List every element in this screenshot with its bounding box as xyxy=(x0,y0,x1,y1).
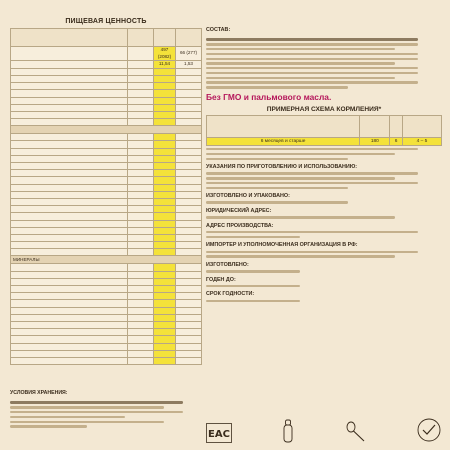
footer-icons xyxy=(206,409,442,443)
nutrient-unit xyxy=(128,329,154,336)
nutrient-name xyxy=(11,300,128,307)
nutrient-unit xyxy=(128,213,154,220)
nutrient-unit xyxy=(128,68,154,75)
nutrient-unit xyxy=(128,357,154,364)
nutrition-table-body xyxy=(11,47,202,365)
nutrient-value-per-100g xyxy=(154,329,176,336)
nutrient-value-per-100g xyxy=(154,343,176,350)
scheme-col-water xyxy=(360,115,390,137)
scheme-footnote-line xyxy=(206,158,348,160)
feeding-scheme-row xyxy=(207,137,442,145)
nutrient-name xyxy=(11,314,128,321)
nutrient-value-per-100ml xyxy=(176,206,202,213)
composition-text-line xyxy=(206,77,395,79)
nutrient-value-per-100g xyxy=(154,119,176,126)
nutrition-row xyxy=(11,47,202,61)
info-section xyxy=(206,164,442,189)
nutrient-name xyxy=(11,343,128,350)
nutrient-name xyxy=(11,213,128,220)
info-section-title: СРОК ГОДНОСТИ: xyxy=(206,291,255,298)
nutrient-name xyxy=(11,170,128,177)
nutrient-value-per-100ml xyxy=(176,83,202,90)
nutrient-unit xyxy=(128,134,154,141)
bottle-icon-block xyxy=(280,419,296,443)
nutrition-row xyxy=(11,213,202,220)
nutrition-row xyxy=(11,300,202,307)
nutrient-name xyxy=(11,119,128,126)
nutrient-value-per-100ml xyxy=(176,90,202,97)
nutrient-value-per-100ml xyxy=(176,220,202,227)
info-section-title: ЮРИДИЧЕСКИЙ АДРЕС: xyxy=(206,207,272,214)
storage-text-line xyxy=(10,425,87,427)
nutrient-value-per-100ml xyxy=(176,278,202,285)
nutrient-value-per-100g xyxy=(154,286,176,293)
nutrient-value-per-100g xyxy=(154,191,176,198)
nutrient-name xyxy=(11,163,128,170)
nutrient-value-per-100ml xyxy=(176,300,202,307)
nutrient-unit xyxy=(128,314,154,321)
nutrient-value-per-100g xyxy=(154,104,176,111)
seal-icon-block xyxy=(416,417,442,443)
nutrition-header-nutrient xyxy=(11,29,128,47)
nutrient-value-per-100ml xyxy=(176,264,202,271)
nutrient-value-per-100ml xyxy=(176,336,202,343)
nutrient-value-per-100ml xyxy=(176,357,202,364)
nutrient-unit xyxy=(128,242,154,249)
nutrition-row xyxy=(11,336,202,343)
info-section-title: АДРЕС ПРОИЗВОДСТВА: xyxy=(206,222,274,229)
nutrition-table xyxy=(10,28,202,365)
nutrient-unit xyxy=(128,184,154,191)
nutrient-value-per-100g xyxy=(154,264,176,271)
nutrient-unit xyxy=(128,148,154,155)
nutrient-value-per-100g xyxy=(154,141,176,148)
info-section xyxy=(206,277,442,288)
composition-text-line xyxy=(206,38,418,40)
info-section xyxy=(206,291,442,302)
nutrient-value-per-100ml xyxy=(176,148,202,155)
nutrient-value-per-100ml xyxy=(176,170,202,177)
nutrient-unit xyxy=(128,61,154,69)
nutrition-row xyxy=(11,314,202,321)
nutrient-unit xyxy=(128,227,154,234)
composition-text-line xyxy=(206,67,418,69)
nutrition-row xyxy=(11,148,202,155)
nutrient-value-per-100g xyxy=(154,206,176,213)
storage-label: УСЛОВИЯ ХРАНЕНИЯ: xyxy=(10,390,68,396)
info-section-title: ИЗГОТОВЛЕНО И УПАКОВАНО: xyxy=(206,193,290,200)
nutrition-row xyxy=(11,141,202,148)
nutrient-unit xyxy=(128,307,154,314)
nutrient-unit xyxy=(128,300,154,307)
nutrient-unit xyxy=(128,97,154,104)
composition-text-line xyxy=(206,48,395,50)
nutrient-value-per-100ml xyxy=(176,314,202,321)
composition-text-line xyxy=(206,58,418,60)
nutrition-row xyxy=(11,329,202,336)
nutrient-unit xyxy=(128,177,154,184)
nutrient-value-per-100ml xyxy=(176,343,202,350)
info-section-title: УКАЗАНИЯ ПО ПРИГОТОВЛЕНИЮ И ИСПОЛЬЗОВАНИЮ: xyxy=(206,163,358,170)
nutrient-name xyxy=(11,249,128,256)
nutrient-value-per-100ml xyxy=(176,213,202,220)
nutrition-row xyxy=(11,206,202,213)
nutrition-row xyxy=(11,357,202,364)
nutrient-unit xyxy=(128,141,154,148)
nutrient-unit xyxy=(128,234,154,241)
nutrition-row xyxy=(11,198,202,205)
nutrient-name xyxy=(11,148,128,155)
scheme-col-spoons xyxy=(390,115,402,137)
nutrient-value-per-100ml xyxy=(176,307,202,314)
scheme-footnote-line xyxy=(206,148,418,150)
nutrient-name xyxy=(11,75,128,82)
nutrient-value-per-100g xyxy=(154,170,176,177)
info-section-line xyxy=(206,270,300,272)
nutrient-name xyxy=(11,293,128,300)
nutrient-value-per-100ml xyxy=(176,198,202,205)
nutrient-name xyxy=(11,97,128,104)
storage-conditions xyxy=(10,381,202,430)
gmo-free-notice: Без ГМО и пальмового масла. xyxy=(206,91,332,102)
nutrient-name xyxy=(11,184,128,191)
nutrient-unit xyxy=(128,111,154,118)
nutrient-unit xyxy=(128,90,154,97)
nutrient-value-per-100g xyxy=(154,227,176,234)
nutrient-value-per-100ml xyxy=(176,293,202,300)
info-sections xyxy=(206,164,442,302)
composition-text-line xyxy=(206,53,418,55)
nutrition-row xyxy=(11,83,202,90)
nutrient-value-per-100g xyxy=(154,249,176,256)
nutrient-value-per-100ml xyxy=(176,75,202,82)
info-section-line xyxy=(206,177,395,179)
nutrient-value-per-100ml xyxy=(176,329,202,336)
nutrient-name xyxy=(11,307,128,314)
nutrient-value-per-100ml xyxy=(176,134,202,141)
info-section-line xyxy=(206,187,348,189)
nutrient-value-per-100ml: 66 (277) xyxy=(176,47,202,61)
nutrient-value-per-100g xyxy=(154,300,176,307)
scheme-footnote-line xyxy=(206,153,395,155)
info-section-line xyxy=(206,216,395,218)
nutrient-name xyxy=(11,321,128,328)
nutrient-name xyxy=(11,141,128,148)
nutrient-name xyxy=(11,177,128,184)
spoon-icon xyxy=(344,419,368,443)
nutrition-row xyxy=(11,286,202,293)
nutrient-unit xyxy=(128,343,154,350)
nutrition-row xyxy=(11,271,202,278)
info-section-title: ГОДЕН ДО: xyxy=(206,276,236,283)
nutrient-value-per-100ml xyxy=(176,191,202,198)
nutrition-title: ПИЩЕВАЯ ЦЕННОСТЬ xyxy=(65,18,147,25)
nutrient-value-per-100g xyxy=(154,242,176,249)
feeding-scheme-header xyxy=(207,115,442,137)
nutrition-header-per100ml xyxy=(176,29,202,47)
scheme-feeds: 4 – 5 xyxy=(402,137,441,145)
nutrient-value-per-100ml xyxy=(176,141,202,148)
nutrient-name xyxy=(11,155,128,162)
nutrition-section-label: МИНЕРАЛЫ xyxy=(11,256,202,264)
nutrient-unit xyxy=(128,155,154,162)
nutrient-name xyxy=(11,90,128,97)
nutrient-value-per-100g xyxy=(154,134,176,141)
nutrition-row xyxy=(11,278,202,285)
info-section-line xyxy=(206,285,300,287)
composition-text-line xyxy=(206,43,418,45)
spoon-icon-block xyxy=(344,419,368,443)
nutrition-section-label xyxy=(11,126,202,134)
nutrition-row xyxy=(11,249,202,256)
nutrient-value-per-100ml xyxy=(176,155,202,162)
info-section xyxy=(206,223,442,239)
scheme-col-feeds xyxy=(402,115,441,137)
nutrient-name xyxy=(11,83,128,90)
nutrition-row xyxy=(11,104,202,111)
nutrient-name xyxy=(11,191,128,198)
nutrient-name xyxy=(11,61,128,69)
nutrition-row xyxy=(11,242,202,249)
nutrient-unit xyxy=(128,220,154,227)
nutrient-unit xyxy=(128,198,154,205)
nutrient-value-per-100g xyxy=(154,314,176,321)
nutrient-value-per-100g xyxy=(154,198,176,205)
nutrient-name xyxy=(11,350,128,357)
nutrient-unit xyxy=(128,206,154,213)
nutrient-unit xyxy=(128,286,154,293)
composition-label: СОСТАВ: xyxy=(206,27,231,33)
eac-mark xyxy=(206,423,232,443)
nutrient-value-per-100g: 497 (2082) xyxy=(154,47,176,61)
nutrient-value-per-100g xyxy=(154,111,176,118)
nutrient-value-per-100ml xyxy=(176,234,202,241)
nutrition-row xyxy=(11,119,202,126)
nutrition-header-per100g xyxy=(154,29,176,47)
nutrition-section-row xyxy=(11,256,202,264)
nutrient-name xyxy=(11,271,128,278)
nutrient-unit xyxy=(128,271,154,278)
nutrient-name xyxy=(11,242,128,249)
nutrition-section-row xyxy=(11,126,202,134)
nutrition-row xyxy=(11,155,202,162)
storage-text-line xyxy=(10,401,183,403)
nutrition-row xyxy=(11,191,202,198)
nutrient-value-per-100ml: 1,53 xyxy=(176,61,202,69)
nutrient-value-per-100g xyxy=(154,97,176,104)
nutrient-unit xyxy=(128,163,154,170)
info-section-line xyxy=(206,251,418,253)
nutrient-value-per-100g xyxy=(154,163,176,170)
nutrient-name xyxy=(11,286,128,293)
nutrient-name xyxy=(11,336,128,343)
nutrition-row xyxy=(11,343,202,350)
nutrient-name xyxy=(11,357,128,364)
info-section-line xyxy=(206,201,348,203)
nutrition-row xyxy=(11,234,202,241)
nutrient-name xyxy=(11,264,128,271)
nutrition-row xyxy=(11,68,202,75)
feeding-scheme-title: ПРИМЕРНАЯ СХЕМА КОРМЛЕНИЯ* xyxy=(266,105,382,113)
nutrient-value-per-100ml xyxy=(176,97,202,104)
info-section xyxy=(206,242,442,258)
nutrient-value-per-100g: 11,54 xyxy=(154,61,176,69)
info-section xyxy=(206,208,442,219)
nutrition-row xyxy=(11,61,202,69)
nutrition-row xyxy=(11,90,202,97)
nutrient-value-per-100ml xyxy=(176,68,202,75)
nutrient-value-per-100g xyxy=(154,213,176,220)
nutrient-name xyxy=(11,47,128,61)
nutrient-unit xyxy=(128,264,154,271)
nutrient-value-per-100g xyxy=(154,271,176,278)
eac-icon xyxy=(206,423,232,443)
nutrient-name xyxy=(11,220,128,227)
nutrient-value-per-100g xyxy=(154,90,176,97)
nutrient-value-per-100ml xyxy=(176,271,202,278)
info-section xyxy=(206,193,442,204)
nutrient-value-per-100ml xyxy=(176,163,202,170)
scheme-water: 180 xyxy=(360,137,390,145)
composition-text-line xyxy=(206,86,348,88)
nutrient-value-per-100g xyxy=(154,68,176,75)
storage-text-line xyxy=(10,406,164,408)
nutrition-row xyxy=(11,97,202,104)
nutrient-value-per-100g xyxy=(154,83,176,90)
nutrient-value-per-100ml xyxy=(176,184,202,191)
nutrient-value-per-100ml xyxy=(176,321,202,328)
nutrient-unit xyxy=(128,336,154,343)
nutrient-value-per-100g xyxy=(154,220,176,227)
nutrient-unit xyxy=(128,249,154,256)
nutrient-value-per-100g xyxy=(154,184,176,191)
nutrient-unit xyxy=(128,170,154,177)
nutrient-value-per-100g xyxy=(154,357,176,364)
nutrient-unit xyxy=(128,321,154,328)
nutrient-unit xyxy=(128,47,154,61)
nutrient-unit xyxy=(128,75,154,82)
nutrient-unit xyxy=(128,191,154,198)
composition-text-line xyxy=(206,72,418,74)
nutrition-row xyxy=(11,307,202,314)
info-section-title: ИМПОРТЕР И УПОЛНОМОЧЕННАЯ ОРГАНИЗАЦИЯ В РФ: xyxy=(206,242,358,249)
nutrient-value-per-100g xyxy=(154,307,176,314)
nutrient-value-per-100ml xyxy=(176,227,202,234)
seal-icon xyxy=(416,417,442,443)
nutrient-value-per-100g xyxy=(154,155,176,162)
nutrient-name xyxy=(11,111,128,118)
nutrient-value-per-100ml xyxy=(176,104,202,111)
nutrient-value-per-100g xyxy=(154,148,176,155)
nutrition-row xyxy=(11,264,202,271)
nutrition-header-unit xyxy=(128,29,154,47)
composition-text-line xyxy=(206,81,418,83)
nutrition-column xyxy=(10,18,202,365)
nutrient-value-per-100ml xyxy=(176,111,202,118)
nutrition-row xyxy=(11,293,202,300)
nutrition-row xyxy=(11,220,202,227)
svg-text:EAC: EAC xyxy=(208,429,230,440)
info-section-line xyxy=(206,300,300,302)
bottle-icon xyxy=(280,419,296,443)
info-section-line xyxy=(206,255,395,257)
nutrient-value-per-100ml xyxy=(176,177,202,184)
info-section-line xyxy=(206,236,300,238)
nutrition-row xyxy=(11,184,202,191)
nutrient-name xyxy=(11,134,128,141)
nutrient-unit xyxy=(128,293,154,300)
nutrient-name xyxy=(11,104,128,111)
nutrition-row xyxy=(11,134,202,141)
nutrient-name xyxy=(11,68,128,75)
nutrition-row xyxy=(11,111,202,118)
nutrition-row xyxy=(11,227,202,234)
info-section-line xyxy=(206,172,418,174)
nutrient-unit xyxy=(128,83,154,90)
nutrient-value-per-100g xyxy=(154,336,176,343)
nutrient-unit xyxy=(128,278,154,285)
nutrition-row xyxy=(11,350,202,357)
nutrient-unit xyxy=(128,350,154,357)
nutrient-value-per-100g xyxy=(154,293,176,300)
storage-text-line xyxy=(10,416,125,418)
nutrient-value-per-100g xyxy=(154,75,176,82)
nutrition-header-row xyxy=(11,29,202,47)
nutrient-value-per-100ml xyxy=(176,119,202,126)
storage-text-line xyxy=(10,421,164,423)
feeding-scheme-table xyxy=(206,115,442,146)
nutrient-name xyxy=(11,198,128,205)
info-section-title: ИЗГОТОВЛЕНО: xyxy=(206,261,249,268)
nutrition-row xyxy=(11,321,202,328)
info-column xyxy=(206,18,442,304)
nutrition-row xyxy=(11,75,202,82)
storage-text-line xyxy=(10,411,183,413)
info-section-line xyxy=(206,231,418,233)
nutrient-value-per-100g xyxy=(154,321,176,328)
nutrient-value-per-100ml xyxy=(176,242,202,249)
nutrient-value-per-100g xyxy=(154,234,176,241)
scheme-col-age xyxy=(207,115,360,137)
nutrient-value-per-100g xyxy=(154,350,176,357)
nutrition-row xyxy=(11,177,202,184)
nutrient-unit xyxy=(128,104,154,111)
nutrient-unit xyxy=(128,119,154,126)
composition-block xyxy=(206,18,442,89)
nutrient-name xyxy=(11,234,128,241)
nutrient-name xyxy=(11,278,128,285)
nutrient-name xyxy=(11,227,128,234)
nutrient-name xyxy=(11,329,128,336)
nutrition-row xyxy=(11,163,202,170)
nutrient-name xyxy=(11,206,128,213)
composition-text-line xyxy=(206,62,395,64)
info-section xyxy=(206,262,442,273)
nutrient-value-per-100ml xyxy=(176,350,202,357)
scheme-age: 6 месяцев и старше xyxy=(207,137,360,145)
scheme-spoons: 6 xyxy=(390,137,402,145)
nutrient-value-per-100g xyxy=(154,177,176,184)
nutrition-row xyxy=(11,170,202,177)
nutrient-value-per-100g xyxy=(154,278,176,285)
nutrient-value-per-100ml xyxy=(176,286,202,293)
info-section-line xyxy=(206,182,418,184)
nutrient-value-per-100ml xyxy=(176,249,202,256)
